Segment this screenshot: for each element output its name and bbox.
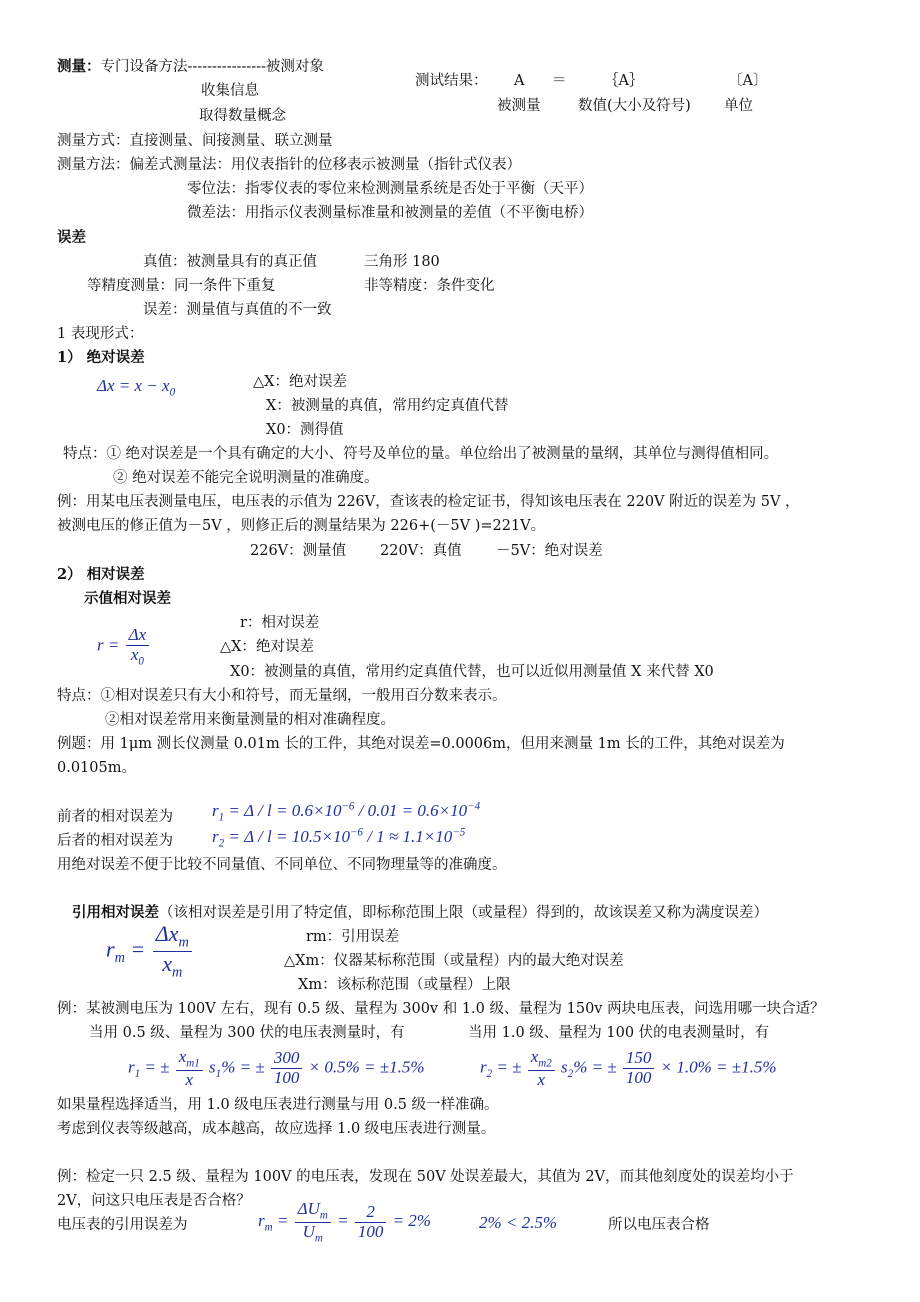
reference-example2-line2: 2V，问这只电压表是否合格？	[57, 1193, 251, 1209]
equal-precision: 等精度测量：同一条件下重复	[87, 278, 276, 294]
abs-example1: 例：用某电压表测量电压，电压表的示值为 226V，查该表的检定证书，得知该电压表在 220V 附近的误差为 5V ，	[57, 494, 800, 510]
reference-case1: 当用 0.5 级、量程为 300 伏的电压表测量时，有	[89, 1025, 405, 1041]
measure-line2: 收集信息	[201, 83, 259, 99]
reference-dxm-def: △Xm：仪器某标称范围（或量程）内的最大绝对误差	[284, 953, 624, 969]
error-heading: 误差	[57, 229, 86, 246]
reference-conclusion2: 考虑到仪表等级越高，成本越高，故应选择 1.0 级电压表进行测量。	[57, 1121, 496, 1137]
relative-conclusion: 用绝对误差不便于比较不同量值、不同单位、不同物理量等的准确度。	[57, 857, 507, 873]
relative-heading: 2） 相对误差	[57, 566, 145, 583]
relative-x0-def: X0：被测量的真值，常用约定真值代替，也可以近似用测量值 X 来代替 X0	[230, 664, 714, 680]
measure-line1: 测量：专门设备方法----------------被测对象	[57, 58, 324, 75]
reference-example2-line1: 例：检定一只 2.5 级、量程为 100V 的电压表，发现在 50V 处误差最大，其值为 2V，而其他刻度处的误差均小于	[57, 1169, 794, 1185]
caption-value: 数值(大小及符号)	[578, 98, 691, 114]
relative-feature1: 特点：①相对误差只有大小和符号，而无量纲，一般用百分数来表示。	[57, 688, 507, 704]
result-bracket: 〔A〕	[728, 73, 768, 89]
unequal-precision: 非等精度：条件变化	[364, 278, 495, 294]
latter-formula: $r_2 = \Delta / l = 10.5\times 10^{-6} / 1 \approx 1.1\times 10^{-5}$	[212, 826, 466, 850]
case1-formula: $r_1$ = ± $\frac{x_{m1}}{x}$ $s_1\%$ = ± $\frac{300}{100}$ × 0.5% = ±1.5%	[128, 1047, 425, 1089]
abs-feature1: 特点：① 绝对误差是一个具有确定的大小、符号及单位的量。单位给出了被测量的量纲，其单位与测得值相同。	[63, 446, 779, 462]
ref-error-formula: $r_m$ = $\frac{\Delta U_m}{U_m}$ = $\frac{2}{100}$ = 2%	[258, 1199, 431, 1244]
measure-line3: 取得数量概念	[199, 108, 286, 124]
error-definition: 误差：测量值与真值的不一致	[143, 302, 332, 318]
abs-dx-def: △X：绝对误差	[253, 374, 347, 390]
reference-rm-def: rm：引用误差	[306, 929, 400, 945]
relative-example1: 例题：用 1μm 测长仪测量 0.01m 长的工件，其绝对误差=0.0006m，但用来测量 1m 长的工件，其绝对误差为	[57, 736, 785, 752]
caption-unit: 单位	[724, 98, 753, 114]
abs-example3-b: 220V：真值	[380, 543, 462, 559]
triangle-note: 三角形 180	[364, 254, 440, 270]
latter-label: 后者的相对误差为	[57, 833, 173, 849]
true-value: 真值：被测量具有的真正值	[143, 254, 317, 270]
relative-sub: 示值相对误差	[84, 590, 171, 607]
reference-formula: $r_m$ = $\frac{\Delta x_m}{x_m}$	[106, 922, 194, 981]
result-brace: ｛A｝	[604, 73, 644, 89]
measure-diff: 微差法：用指示仪表测量标准量和被测量的差值（不平衡电桥）	[187, 205, 593, 221]
reference-xm-def: Xm：该标称范围（或量程）上限	[298, 977, 511, 993]
abs-formula: $\Delta x = x - x_0$	[97, 376, 176, 399]
result-a: A	[514, 73, 525, 89]
caption-measured: 被测量	[497, 98, 541, 114]
forms-label: 1 表现形式：	[57, 326, 144, 342]
abs-feature2: ② 绝对误差不能完全说明测量的准确度。	[113, 470, 379, 486]
ref-error-label: 电压表的引用误差为	[57, 1217, 188, 1233]
measure-title: 测量：	[57, 58, 101, 75]
result-eq: ＝	[552, 73, 567, 89]
measure-methods: 测量方法：偏差式测量法：用仪表指针的位移表示被测量（指针式仪表）	[57, 157, 521, 173]
verdict: 所以电压表合格	[608, 1217, 710, 1233]
relative-feature2: ②相对误差常用来衡量测量的相对准确程度。	[105, 712, 395, 728]
abs-x0-def: X0：测得值	[266, 422, 344, 438]
reference-conclusion1: 如果量程选择适当，用 1.0 级电压表进行测量与用 0.5 级一样准确。	[57, 1097, 499, 1113]
reference-heading: 引用相对误差	[72, 904, 159, 921]
relative-example2: 0.0105m。	[57, 760, 136, 776]
measure-ways: 测量方式：直接测量、间接测量、联立测量	[57, 133, 333, 149]
relative-formula: r = $\frac{\Delta x}{x_0}$	[97, 626, 151, 667]
abs-heading: 1） 绝对误差	[57, 349, 145, 366]
former-label: 前者的相对误差为	[57, 809, 173, 825]
abs-x-def: X：被测量的真值，常用约定真值代替	[266, 398, 509, 414]
reference-heading-line	[72, 904, 768, 922]
measure-zero: 零位法：指零仪表的零位来检测测量系统是否处于平衡（天平）	[187, 181, 593, 197]
result-label: 测试结果：	[415, 73, 488, 89]
abs-example3-c: －5V：绝对误差	[496, 543, 603, 559]
abs-example3-a: 226V：测量值	[250, 543, 347, 559]
relative-r-def: r：相对误差	[240, 615, 320, 631]
reference-heading-note: （该相对误差是引用了特定值，即标称范围上限（或量程）得到的，故该误差又称为满度误差）	[159, 905, 768, 921]
abs-example2: 被测电压的修正值为－5V ，则修正后的测量结果为 226+(－5V )=221V。	[57, 518, 546, 534]
reference-example1: 例：某被测电压为 100V 左右，现有 0.5 级、量程为 300v 和 1.0 级、量程为 150v 两块电压表，问选用哪一块合适？	[57, 1001, 825, 1017]
reference-case2: 当用 1.0 级、量程为 100 伏的电表测量时，有	[468, 1025, 770, 1041]
case2-formula: $r_2$ = ± $\frac{x_{m2}}{x}$ $s_2\%$ = ± $\frac{150}{100}$ × 1.0% = ±1.5%	[480, 1047, 777, 1089]
compare-expression: 2% < 2.5%	[479, 1213, 558, 1232]
relative-dx-def: △X：绝对误差	[220, 639, 314, 655]
former-formula: $r_1 = \Delta / l = 0.6\times 10^{-6} / 0.01 = 0.6\times 10^{-4}$	[212, 800, 481, 824]
